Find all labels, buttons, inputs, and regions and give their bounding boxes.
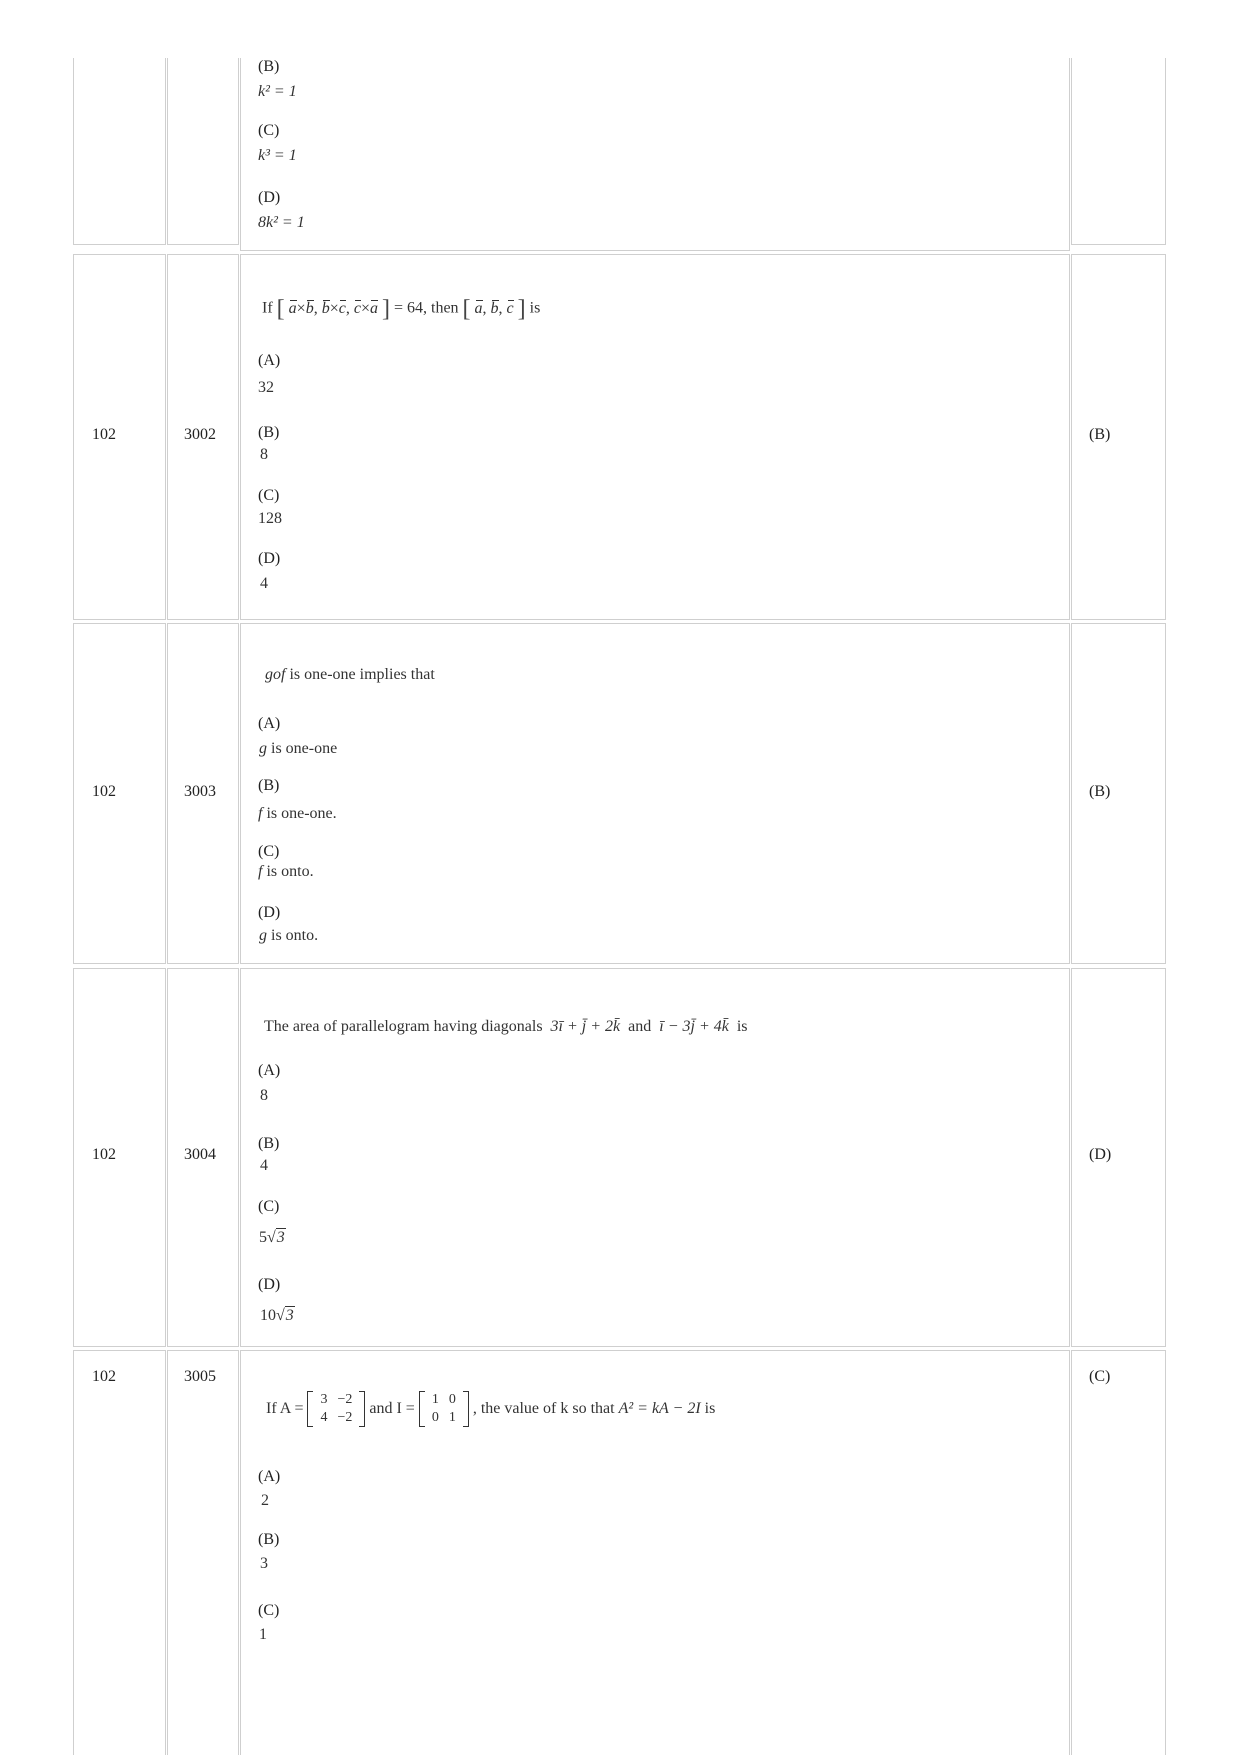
question-prefix: If bbox=[262, 299, 273, 317]
option-label: (D) bbox=[258, 1276, 281, 1293]
diagonal-2: ī − 3j̄ + 4k̄ bbox=[659, 1018, 729, 1035]
option-label: (C) bbox=[258, 1198, 280, 1215]
question-id: 3002 bbox=[184, 426, 216, 443]
question-middle: , the value of k so that bbox=[472, 1400, 615, 1417]
bracket-open: [ bbox=[462, 296, 471, 322]
option-value: 2 bbox=[261, 1492, 269, 1509]
question-suffix: is bbox=[704, 1400, 716, 1417]
option-value: 128 bbox=[258, 510, 282, 527]
option-label: (B) bbox=[258, 424, 280, 441]
subject-code: 102 bbox=[92, 1368, 116, 1385]
option-label: (C) bbox=[258, 1602, 280, 1619]
question-id-cell bbox=[167, 1350, 239, 1755]
answer-key: (C) bbox=[1089, 1368, 1111, 1385]
question-body: is one-one implies that bbox=[289, 666, 435, 683]
option-value: k³ = 1 bbox=[258, 147, 297, 164]
question-middle: = 64, then bbox=[393, 299, 459, 317]
question-suffix: is bbox=[529, 299, 541, 317]
answer-key: (B) bbox=[1089, 426, 1111, 443]
answer-cell bbox=[1071, 1350, 1166, 1755]
question-joiner: and bbox=[628, 1018, 652, 1035]
vector-expression: a, b, c bbox=[474, 299, 514, 317]
option-label: (C) bbox=[258, 122, 280, 139]
question-prefix: If A = bbox=[266, 1400, 304, 1417]
option-label: (B) bbox=[258, 1531, 280, 1548]
question-id: 3004 bbox=[184, 1146, 216, 1163]
question-text bbox=[262, 297, 540, 321]
subject-cell bbox=[73, 58, 166, 245]
option-label: (C) bbox=[258, 843, 280, 860]
subject-code: 102 bbox=[92, 1146, 116, 1163]
subject-cell bbox=[73, 1350, 166, 1755]
option-value: 10√3 bbox=[260, 1307, 294, 1324]
question-joiner: and I = bbox=[369, 1400, 415, 1417]
option-label: (D) bbox=[258, 550, 281, 567]
diagonal-1: 3ī + j̄ + 2k̄ bbox=[550, 1018, 621, 1035]
option-label: (D) bbox=[258, 904, 281, 921]
subject-code: 102 bbox=[92, 783, 116, 800]
bracket-open: [ bbox=[276, 296, 285, 322]
option-value: 1 bbox=[259, 1626, 267, 1643]
option-value: 8k² = 1 bbox=[258, 214, 305, 231]
bracket-close: ] bbox=[381, 296, 390, 322]
option-value: 3 bbox=[260, 1555, 268, 1572]
bracket-close: ] bbox=[517, 296, 526, 322]
option-label: (B) bbox=[258, 777, 280, 794]
option-label: (A) bbox=[258, 1062, 281, 1079]
matrix-a: 3 −2 4 −2 bbox=[307, 1391, 365, 1427]
question-variable: gof bbox=[265, 666, 286, 683]
option-value: g is onto. bbox=[259, 927, 319, 944]
subject-cell bbox=[73, 254, 166, 620]
option-label: (A) bbox=[258, 1468, 281, 1485]
matrix-i: 1 0 0 1 bbox=[419, 1391, 469, 1427]
option-label: (A) bbox=[258, 352, 281, 369]
option-value: f is one-one. bbox=[258, 805, 337, 822]
answer-cell bbox=[1071, 254, 1166, 620]
question-suffix: is bbox=[736, 1018, 748, 1035]
option-value: 32 bbox=[258, 379, 274, 396]
option-value: 4 bbox=[260, 575, 268, 592]
subject-cell bbox=[73, 968, 166, 1347]
option-value: 8 bbox=[260, 1087, 268, 1104]
option-label: (D) bbox=[258, 189, 281, 206]
option-label: (B) bbox=[258, 58, 280, 75]
question-prefix: The area of parallelogram having diagonals bbox=[264, 1018, 543, 1035]
subject-code: 102 bbox=[92, 426, 116, 443]
question-id-cell bbox=[167, 58, 239, 245]
answer-cell bbox=[1071, 58, 1166, 245]
option-value: g is one-one bbox=[259, 740, 338, 757]
option-label: (C) bbox=[258, 487, 280, 504]
question-equation: A² = kA − 2I bbox=[618, 1400, 701, 1417]
answer-cell bbox=[1071, 968, 1166, 1347]
answer-key: (D) bbox=[1089, 1146, 1112, 1163]
question-text bbox=[265, 666, 435, 684]
question-id: 3005 bbox=[184, 1368, 216, 1385]
subject-cell bbox=[73, 623, 166, 964]
question-text bbox=[266, 1391, 715, 1427]
question-id: 3003 bbox=[184, 783, 216, 800]
answer-cell bbox=[1071, 623, 1166, 964]
option-value: 8 bbox=[260, 446, 268, 463]
question-text bbox=[264, 1018, 748, 1036]
question-cell bbox=[240, 58, 1070, 251]
option-value: 4 bbox=[260, 1157, 268, 1174]
option-value: k² = 1 bbox=[258, 83, 297, 100]
vector-expression: a×b, b×c, c×a bbox=[288, 299, 378, 317]
option-label: (A) bbox=[258, 715, 281, 732]
option-value: 5√3 bbox=[259, 1229, 285, 1246]
option-label: (B) bbox=[258, 1135, 280, 1152]
option-value: f is onto. bbox=[258, 863, 314, 880]
answer-key: (B) bbox=[1089, 783, 1111, 800]
